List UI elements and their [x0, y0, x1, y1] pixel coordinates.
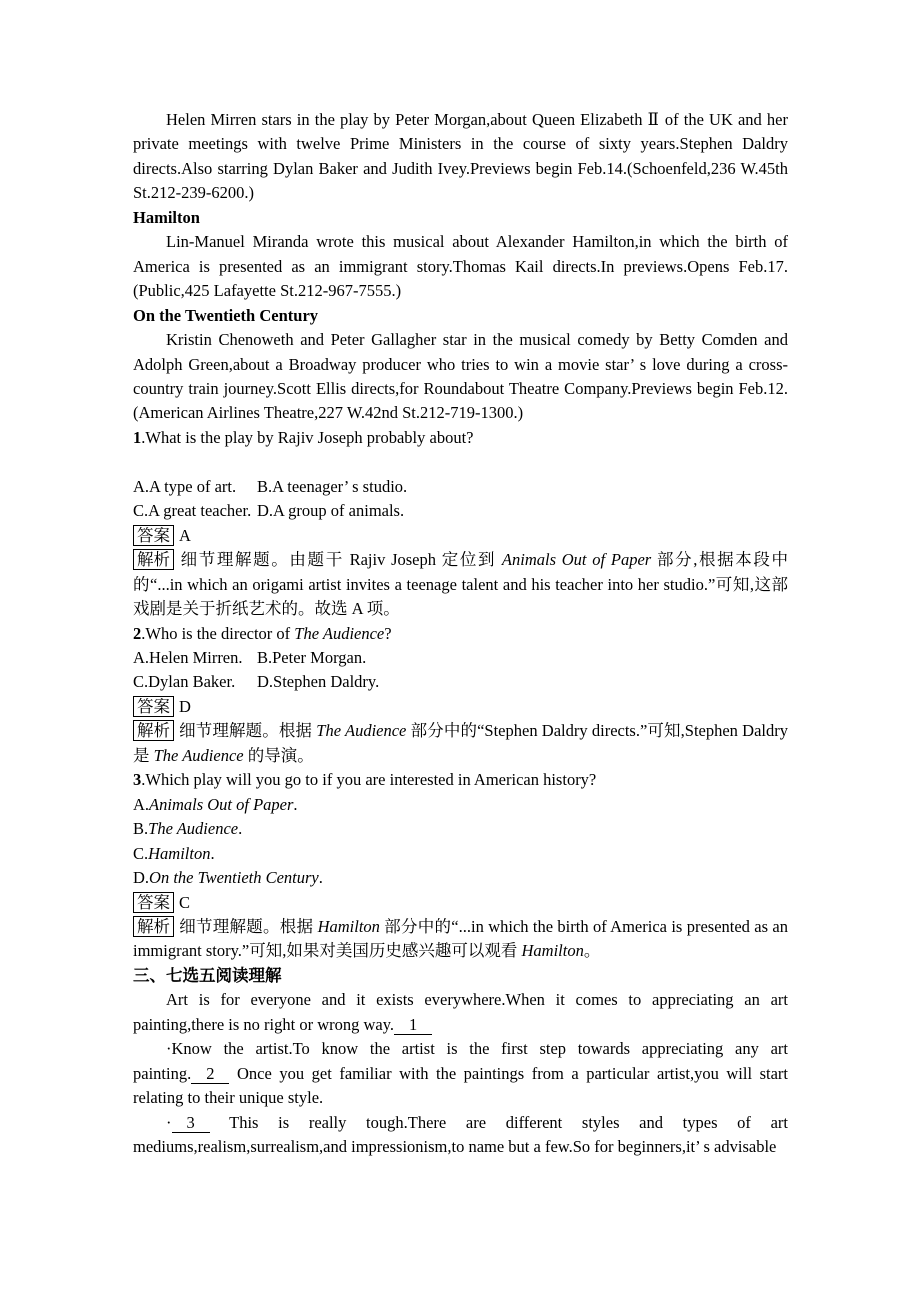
italic-title-text: Hamilton	[317, 916, 380, 936]
italic-title-text: Animals Out of Paper	[149, 794, 294, 814]
question-1-options-cd	[133, 499, 788, 523]
text-run: D	[179, 696, 191, 716]
question-2-options-cd	[133, 670, 788, 694]
gap-blank: 1	[394, 1015, 432, 1035]
text-run: 2	[133, 623, 142, 643]
text-run: .Which play will you go to if you are interested in American history?	[141, 770, 597, 790]
text-run: On the Twentieth Century	[133, 305, 319, 325]
analysis-2	[133, 719, 788, 768]
question-1	[133, 426, 788, 450]
document-body	[133, 0, 788, 1159]
answer-3	[133, 891, 788, 915]
question-3	[133, 768, 788, 792]
option-text: D.A group of animals.	[257, 501, 405, 521]
text-run: ·Know the artist.To know the artist is the first step towards appreciating any art painting.	[133, 1039, 788, 1083]
text-run: C.	[133, 843, 149, 863]
text-run: 部分中的“...in which the birth of America is presented as an immigrant story.”可知,如果对美国历史感兴趣可以观看	[133, 916, 788, 961]
text-run: .	[210, 843, 215, 863]
italic-title-text: The Audience	[316, 721, 407, 741]
text-run: 细节理解题。根据	[179, 721, 317, 741]
text-run: Once you get familiar with the paintings from a particular artist,you will start relating to their unique style.	[133, 1063, 788, 1108]
text-run: 部分中的“Stephen Daldry directs.”可知,Stephen Daldry 是	[133, 721, 788, 765]
gap-blank: 2	[191, 1064, 229, 1084]
text-run: 的导演。	[243, 745, 314, 765]
label-box: 答案	[133, 525, 174, 546]
text-run: This is really tough.There are different styles and types of art mediums,realism,surrealism,and impressionism,to name but a few.So for beginners,it’ s advisable	[133, 1112, 788, 1157]
italic-title-text: Animals Out of Paper	[501, 550, 652, 570]
text-run: 细节理解题。由题干 Rajiv Joseph 定位到	[179, 550, 502, 570]
paragraph-the-audience	[133, 108, 788, 206]
italic-title-text: On the Twentieth Century	[149, 868, 319, 888]
text-run: 三、七选五阅读理解	[133, 965, 282, 985]
label-box: 解析	[133, 549, 174, 570]
option-text: A.A type of art.	[133, 476, 237, 496]
text-run: Helen Mirren stars in the play by Peter Morgan,about Queen Elizabeth Ⅱ of the UK and her private meetings with twelve Prime Ministers in the course of sixty years.Stephen Daldry directs.Also starring Dylan Baker and Judith Ivey.Previews begin Feb.14.(Schoenfeld,236 W.45th St.212-239-6200.)	[133, 110, 788, 203]
label-box: 解析	[133, 720, 174, 741]
text-run: A.	[133, 794, 150, 814]
text-run: 部分,根据本段中的“...in which an origami artist invites a teenage talent and his teacher into her studio.”可知,这部戏剧是关于折纸艺术的。故选 A 项。	[133, 550, 788, 619]
label-box: 解析	[133, 916, 174, 937]
option-text: C.Dylan Baker.	[133, 672, 236, 692]
italic-title-text: The Audience	[294, 623, 385, 643]
question-3-option-a	[133, 793, 788, 817]
analysis-3	[133, 915, 788, 964]
text-run: Art is for everyone and it exists everywhere.When it comes to appreciating an art painting,there is no right or wrong way.	[133, 990, 788, 1034]
text-run: .Who is the director of	[141, 623, 295, 643]
text-run: ·	[166, 1112, 172, 1132]
label-box: 答案	[133, 892, 174, 913]
text-run: 细节理解题。根据	[179, 916, 318, 936]
text-run: ?	[384, 623, 392, 643]
italic-title-text: Hamilton	[521, 941, 584, 961]
text-run: .	[238, 819, 243, 839]
option-text: D.Stephen Daldry.	[257, 672, 380, 692]
text-run: Hamilton	[133, 207, 200, 227]
italic-title-text: The Audience	[148, 819, 239, 839]
section-heading-gap-filling	[133, 964, 788, 988]
option-text: B.A teenager’ s studio.	[257, 476, 408, 496]
text-run: C	[179, 892, 191, 912]
text-run: .What is the play by Rajiv Joseph probably about?	[141, 427, 474, 447]
answer-2	[133, 695, 788, 719]
text-run: 。	[583, 941, 601, 961]
text-run: A	[179, 525, 191, 545]
text-run: D.	[133, 868, 150, 888]
text-run: 3	[133, 770, 142, 790]
option-text: A.Helen Mirren.	[133, 647, 243, 667]
question-1-options-ab	[133, 475, 788, 499]
passage-paragraph-3	[133, 1111, 788, 1160]
gap-blank: 3	[172, 1113, 210, 1133]
text-run: .	[318, 868, 323, 888]
question-2	[133, 622, 788, 646]
passage-paragraph-1	[133, 988, 788, 1037]
option-text: B.Peter Morgan.	[257, 647, 367, 667]
paragraph-hamilton	[133, 230, 788, 303]
passage-paragraph-2	[133, 1037, 788, 1110]
text-run: 1	[133, 427, 142, 447]
question-3-option-b	[133, 817, 788, 841]
text-run: B.	[133, 819, 149, 839]
question-3-option-c	[133, 842, 788, 866]
answer-1	[133, 524, 788, 548]
italic-title-text: The Audience	[153, 745, 244, 765]
paragraph-on-the-twentieth-century	[133, 328, 788, 426]
blank-line	[133, 450, 788, 474]
heading-on-the-twentieth-century	[133, 304, 788, 328]
question-2-options-ab	[133, 646, 788, 670]
italic-title-text: Hamilton	[148, 843, 211, 863]
text-run: Kristin Chenoweth and Peter Gallagher star in the musical comedy by Betty Comden and Adolph Green,about a Broadway producer who tries to win a movie star’ s love during a cross-country train journey.Scott Ellis directs,for Roundabout Theatre Company.Previews begin Feb.12.(American Airlines Theatre,227 W.42nd St.212-719-1300.)	[133, 330, 788, 423]
option-text: C.A great teacher.	[133, 501, 252, 521]
analysis-1	[133, 548, 788, 621]
text-run: Lin-Manuel Miranda wrote this musical about Alexander Hamilton,in which the birth of America is presented as an immigrant story.Thomas Kail directs.In previews.Opens Feb.17.(Public,425 Lafayette St.212-967-7555.)	[133, 232, 788, 301]
question-3-option-d	[133, 866, 788, 890]
text-run: .	[293, 794, 298, 814]
label-box: 答案	[133, 696, 174, 717]
heading-hamilton	[133, 206, 788, 230]
